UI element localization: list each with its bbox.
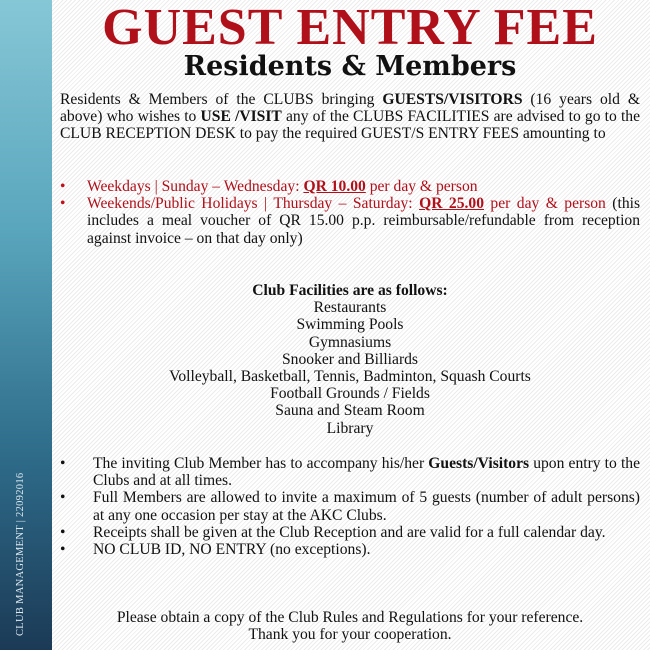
fee-item-weekdays bbox=[60, 178, 640, 195]
rule-text: NO CLUB ID, NO ENTRY (no exceptions). bbox=[93, 541, 371, 559]
intro-text: any of the CLUBS FACILITIES are advised to go to the CLUB RECEPTION DESK to pay the required GUEST/S ENTRY FEES amounting to bbox=[60, 108, 641, 143]
fee-suffix: per day & person bbox=[484, 195, 606, 213]
intro-bold: USE /VISIT bbox=[200, 108, 282, 126]
rule-item bbox=[60, 524, 640, 541]
facility-item: Gymnasiums bbox=[308, 333, 392, 351]
intro-paragraph bbox=[60, 91, 640, 143]
rule-item bbox=[60, 541, 640, 558]
sidebar-band bbox=[0, 0, 52, 650]
intro-text: Residents & Members of the CLUBS bringing bbox=[60, 91, 383, 108]
fee-list bbox=[60, 178, 640, 247]
closing-line: Please obtain a copy of the Club Rules and Regulations for your reference. bbox=[116, 609, 584, 626]
facility-item: Volleyball, Basketball, Tennis, Badminton, Squash Courts bbox=[169, 368, 531, 386]
closing-line: Thank you for your cooperation. bbox=[248, 626, 452, 644]
rule-text: Full Members are allowed to invite a maximum of 5 guests (number of adult persons) at any one occasion per stay at the AKC Clubs. bbox=[93, 489, 640, 524]
facility-item: Sauna and Steam Room bbox=[275, 402, 425, 420]
page-subtitle: Residents & Members bbox=[183, 51, 517, 82]
fee-item-weekends bbox=[60, 195, 640, 247]
rule-bold: Guests/Visitors bbox=[428, 455, 530, 472]
rules-list bbox=[60, 455, 640, 558]
sidebar-label: CLUB MANAGEMENT | 22092016 bbox=[15, 472, 26, 636]
closing-note bbox=[60, 609, 640, 643]
fee-suffix: per day & person bbox=[365, 178, 478, 195]
facility-item: Football Grounds / Fields bbox=[270, 385, 430, 403]
facilities-heading: Club Facilities are as follows: bbox=[252, 282, 448, 299]
fee-note: (this includes a meal voucher of QR 15.00 p.p. reimbursable/refundable from reception against invoice – on that day only) bbox=[87, 195, 641, 247]
facility-item: Library bbox=[326, 419, 374, 437]
fee-label: Weekends/Public Holidays | Thursday – Saturday: bbox=[87, 195, 420, 213]
facility-item: Restaurants bbox=[313, 299, 387, 317]
fee-label: Weekdays | Sunday – Wednesday: bbox=[87, 178, 304, 195]
rule-item bbox=[60, 489, 640, 523]
intro-text: (16 years old & above) who wishes to bbox=[60, 91, 640, 126]
rule-text: upon entry to the Clubs and at all times. bbox=[93, 455, 640, 490]
rule-item bbox=[60, 455, 640, 489]
facility-item: Swimming Pools bbox=[296, 316, 404, 334]
rule-text: The inviting Club Member has to accompany his/her bbox=[93, 455, 429, 472]
fee-amount: QR 10.00 bbox=[303, 178, 366, 195]
intro-bold: GUESTS/VISITORS bbox=[382, 91, 523, 108]
fee-amount: QR 25.00 bbox=[419, 195, 484, 213]
facility-item: Snooker and Billiards bbox=[282, 350, 418, 368]
page-title: GUEST ENTRY FEE bbox=[102, 0, 598, 56]
facilities-section bbox=[60, 282, 640, 437]
rule-text: Receipts shall be given at the Club Reception and are valid for a full calendar day. bbox=[93, 523, 606, 541]
